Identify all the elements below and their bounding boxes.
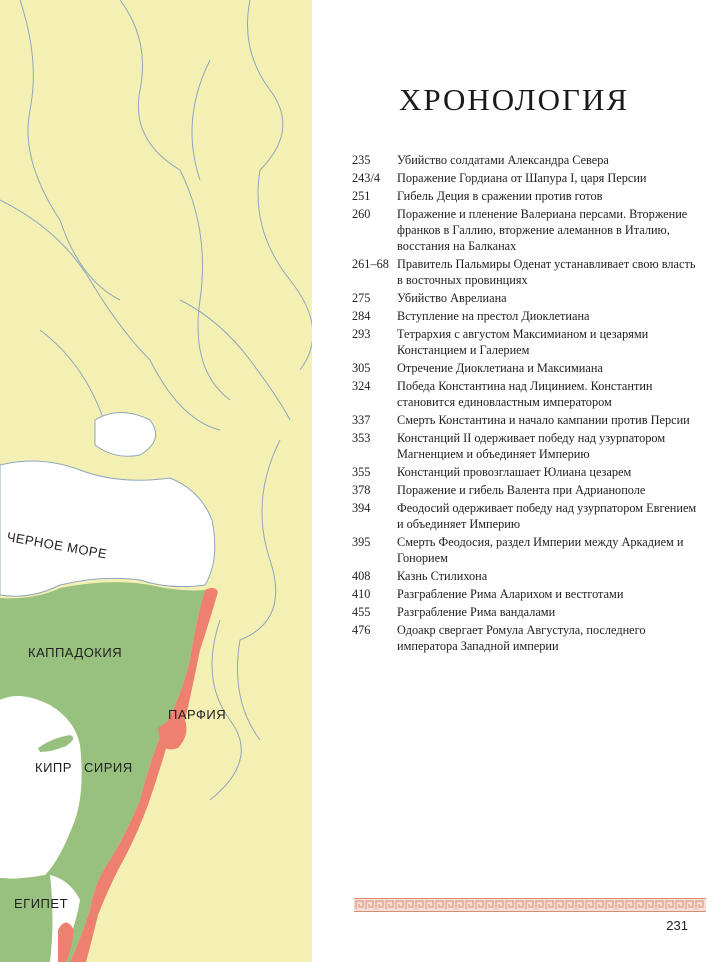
label-cappadocia: КАППАДОКИЯ	[28, 645, 123, 660]
chronology-event: Разграбление Рима Аларихом и вестготами	[397, 587, 624, 601]
chronology-year: 235	[352, 153, 371, 167]
chronology-row	[352, 308, 702, 324]
chronology-event: Смерть Константина и начало кампании против Персии	[397, 413, 690, 427]
chronology-year: 394	[352, 501, 371, 515]
label-cyprus: КИПР	[35, 760, 72, 775]
egypt-land	[0, 875, 52, 962]
chronology-row	[352, 568, 702, 584]
chronology-event: Констанций II одерживает победу над узурпатором Магненцием и объединяет Империю	[397, 431, 666, 461]
chronology-event: Феодосий одерживает победу над узурпатором Евгением и объединяет Империю	[397, 501, 697, 531]
chronology-row	[352, 256, 702, 288]
chronology-row	[352, 360, 702, 376]
chronology-event: Одоакр свергает Ромула Августула, последнего императора Западной империи	[397, 623, 646, 653]
chronology-year: 337	[352, 413, 371, 427]
chronology-event: Поражение и гибель Валента при Адрианополе	[397, 483, 646, 497]
chronology-year: 353	[352, 431, 371, 445]
chronology-event: Гибель Деция в сражении против готов	[397, 189, 603, 203]
chronology-event: Убийство Аврелиана	[397, 291, 507, 305]
chronology-event: Отречение Диоклетиана и Максимиана	[397, 361, 603, 375]
chronology-event: Победа Константина над Лицинием. Константин становится единовластным императором	[397, 379, 653, 409]
label-black-sea: ЧЕРНОЕ МОРЕ	[5, 529, 109, 562]
chronology-year: 275	[352, 291, 371, 305]
chronology-event: Смерть Феодосия, раздел Империи между Аркадием и Гонорием	[397, 535, 684, 565]
map-lake	[95, 413, 156, 457]
chronology-year: 476	[352, 623, 371, 637]
chronology-year: 324	[352, 379, 371, 393]
meander-border	[354, 898, 706, 912]
chronology-event: Правитель Пальмиры Оденат устанавливает свою власть в восточных провинциях	[397, 257, 696, 287]
chronology-event: Вступление на престол Диоклетиана	[397, 309, 590, 323]
chronology-event: Казнь Стилихона	[397, 569, 488, 583]
page-title: ХРОНОЛОГИЯ	[399, 82, 630, 117]
chronology-year: 410	[352, 587, 371, 601]
chronology-year: 305	[352, 361, 371, 375]
chronology-row	[352, 604, 702, 620]
chronology-event: Убийство солдатами Александра Севера	[397, 153, 609, 167]
chronology-year: 378	[352, 483, 371, 497]
chronology-year: 293	[352, 327, 371, 341]
chronology-event: Поражение и пленение Валериана персами. Вторжение франков в Галлию, вторжение алеманнов в Италию, восстания на Балканах	[397, 207, 688, 253]
chronology-list	[352, 152, 702, 656]
chronology-event: Констанций провозглашает Юлиана цезарем	[397, 465, 632, 479]
chronology-row	[352, 152, 702, 168]
chronology-event: Поражение Гордиана от Шапура I, царя Персии	[397, 171, 647, 185]
chronology-row	[352, 188, 702, 204]
chronology-row	[352, 500, 702, 532]
chronology-year: 395	[352, 535, 371, 549]
chronology-row	[352, 290, 702, 306]
chronology-row	[352, 170, 702, 186]
chronology-row	[352, 534, 702, 566]
chronology-row	[352, 622, 702, 654]
chronology-row	[352, 412, 702, 428]
chronology-event: Тетрархия с августом Максимианом и цезарями Констанцием и Галерием	[397, 327, 649, 357]
chronology-row	[352, 430, 702, 462]
chronology-year: 355	[352, 465, 371, 479]
chronology-year: 261–68	[352, 257, 389, 271]
chronology-row	[352, 206, 702, 254]
chronology-row	[352, 464, 702, 480]
label-egypt: ЕГИПЕТ	[14, 896, 69, 911]
label-parthia: ПАРФИЯ	[168, 707, 227, 722]
chronology-year: 284	[352, 309, 371, 323]
page-number: 231	[666, 918, 688, 933]
historical-map	[0, 0, 312, 962]
chronology-year: 251	[352, 189, 371, 203]
chronology-row	[352, 586, 702, 602]
chronology-year: 260	[352, 207, 371, 221]
chronology-year: 455	[352, 605, 371, 619]
chronology-year: 408	[352, 569, 371, 583]
chronology-row	[352, 378, 702, 410]
chronology-row	[352, 326, 702, 358]
chronology-event: Разграбление Рима вандалами	[397, 605, 556, 619]
chronology-page	[312, 0, 718, 962]
chronology-year: 243/4	[352, 171, 381, 185]
chronology-row	[352, 482, 702, 498]
label-syria: СИРИЯ	[84, 760, 133, 775]
